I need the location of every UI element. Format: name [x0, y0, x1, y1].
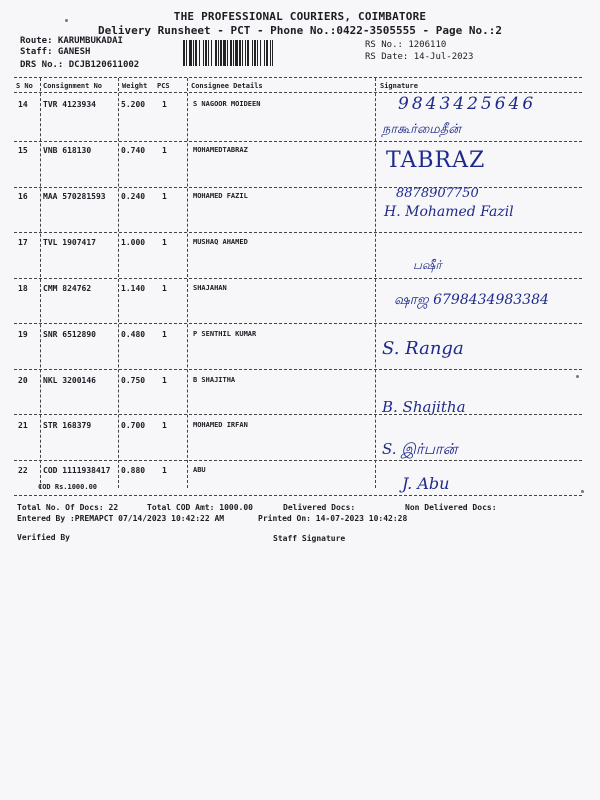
row-weight: 0.700: [121, 421, 146, 430]
row-signature: B. Shajitha: [382, 398, 466, 416]
drs-number: DRS No.: DCJB120611002: [20, 60, 140, 70]
column-divider: [375, 78, 376, 488]
row-signature: ஷாஜ 6798434983384: [394, 292, 549, 308]
staff-label: Staff: GANESH: [20, 47, 91, 57]
route-label: Route: KARUMBUKADAI: [20, 36, 123, 46]
row-signature-extra: H. Mohamed Fazil: [384, 204, 514, 220]
row-separator: [14, 369, 582, 370]
row-pcs: 1: [162, 466, 167, 475]
printed-on: Printed On: 14-07-2023 10:42:28: [258, 514, 408, 523]
row-pcs: 1: [162, 192, 167, 201]
row-sno: 16: [18, 192, 28, 201]
row-weight: 0.750: [121, 376, 146, 385]
company-title: THE PROFESSIONAL COURIERS, COIMBATORE: [173, 10, 427, 23]
row-consignment: TVL 1907417: [43, 238, 96, 247]
row-consignment: TVR 4123934: [43, 100, 96, 109]
col-header-weight: Weight: [122, 82, 148, 90]
row-separator: [14, 323, 582, 324]
barcode-bar: [273, 40, 275, 66]
row-separator: [14, 141, 582, 142]
row-consignee: MUSHAQ AHAMED: [193, 238, 248, 246]
row-consignment: COD 1111938417: [43, 466, 111, 475]
col-header-signature: Signature: [380, 82, 418, 90]
row-sno: 22: [18, 466, 28, 475]
row-weight: 1.000: [121, 238, 146, 247]
delivered-docs: Delivered Docs:: [283, 503, 356, 512]
row-consignment: NKL 3200146: [43, 376, 96, 385]
runsheet-subtitle: Delivery Runsheet - PCT - Phone No.:0422-3505555 - Page No.:2: [98, 24, 502, 37]
row-sno: 19: [18, 330, 28, 339]
column-divider: [187, 78, 188, 488]
row-weight: 0.740: [121, 146, 146, 155]
row-consignment: VNB 618130: [43, 146, 92, 155]
non-delivered-docs: Non Delivered Docs:: [405, 503, 497, 512]
row-signature: J. Abu: [402, 474, 450, 493]
column-divider: [40, 78, 41, 488]
row-signature-extra: நாகூர்மைதீன்: [382, 122, 461, 137]
row-sno: 18: [18, 284, 28, 293]
row-signature: 9843425646: [398, 94, 537, 114]
row-pcs: 1: [162, 376, 167, 385]
row-pcs: 1: [162, 146, 167, 155]
row-weight: 0.240: [121, 192, 146, 201]
row-consignee: P SENTHIL KUMAR: [193, 330, 257, 338]
row-consignee: S NAGOOR MOIDEEN: [193, 100, 261, 108]
table-bottom-rule: [14, 495, 582, 496]
row-weight: 0.880: [121, 466, 146, 475]
row-sno: 14: [18, 100, 28, 109]
row-separator: [14, 414, 582, 415]
row-consignment: STR 168379: [43, 421, 92, 430]
row-consignee: MOHAMED FAZIL: [193, 192, 248, 200]
entered-by: Entered By :PREMAPCT 07/14/2023 10:42:22 AM: [17, 514, 225, 523]
row-separator: [14, 232, 582, 233]
row-signature: 8878907750: [396, 186, 479, 201]
row-consignee: B SHAJITHA: [193, 376, 236, 384]
row-consignee: MOHAMEDTABRAZ: [193, 146, 248, 154]
row-pcs: 1: [162, 238, 167, 247]
row-signature: S. Ranga: [382, 338, 464, 359]
row-pcs: 1: [162, 284, 167, 293]
table-header-rule: [14, 92, 582, 93]
column-divider: [118, 78, 119, 488]
row-weight: 5.200: [121, 100, 146, 109]
col-header-consignment: Consignment No: [43, 82, 103, 90]
col-header-sno: S No: [16, 82, 33, 90]
row-weight: 0.480: [121, 330, 146, 339]
row-sno: 15: [18, 146, 28, 155]
row-consignment: CMM 824762: [43, 284, 92, 293]
staff-signature: Staff Signature: [273, 534, 346, 543]
row-sno: 21: [18, 421, 28, 430]
row-weight: 1.140: [121, 284, 146, 293]
table-top-rule: [14, 77, 582, 78]
row-separator: [14, 187, 582, 188]
row-consignment: MAA 570281593: [43, 192, 106, 201]
rs-date: RS Date: 14-Jul-2023: [365, 52, 474, 62]
row-separator: [14, 278, 582, 279]
row-pcs: 1: [162, 421, 167, 430]
scan-speck: [576, 375, 579, 378]
total-cod-amount: Total COD Amt: 1000.00: [147, 503, 253, 512]
row-consignee: SHAJAHAN: [193, 284, 227, 292]
row-sno: 17: [18, 238, 28, 247]
row-consignee: MOHAMED IRFAN: [193, 421, 248, 429]
row-pcs: 1: [162, 330, 167, 339]
row-signature: பஷீர்: [413, 258, 442, 272]
col-header-pcs: PCS: [157, 82, 170, 90]
row-signature: TABRAZ: [386, 148, 486, 173]
scan-speck: [581, 490, 584, 493]
cod-amount-note: COD Rs.1000.00: [38, 483, 98, 491]
col-header-consignee: Consignee Details: [191, 82, 263, 90]
total-docs: Total No. Of Docs: 22: [17, 503, 119, 512]
row-consignment: SNR 6512890: [43, 330, 96, 339]
row-sno: 20: [18, 376, 28, 385]
rs-number: RS No.: 1206110: [365, 40, 447, 50]
scan-speck: [65, 19, 68, 22]
row-consignee: ABU: [193, 466, 206, 474]
row-signature: S. இர்பான்: [382, 440, 458, 458]
row-pcs: 1: [162, 100, 167, 109]
verified-by: Verified By: [17, 533, 70, 542]
row-separator: [14, 460, 582, 461]
barcode: [183, 40, 363, 66]
